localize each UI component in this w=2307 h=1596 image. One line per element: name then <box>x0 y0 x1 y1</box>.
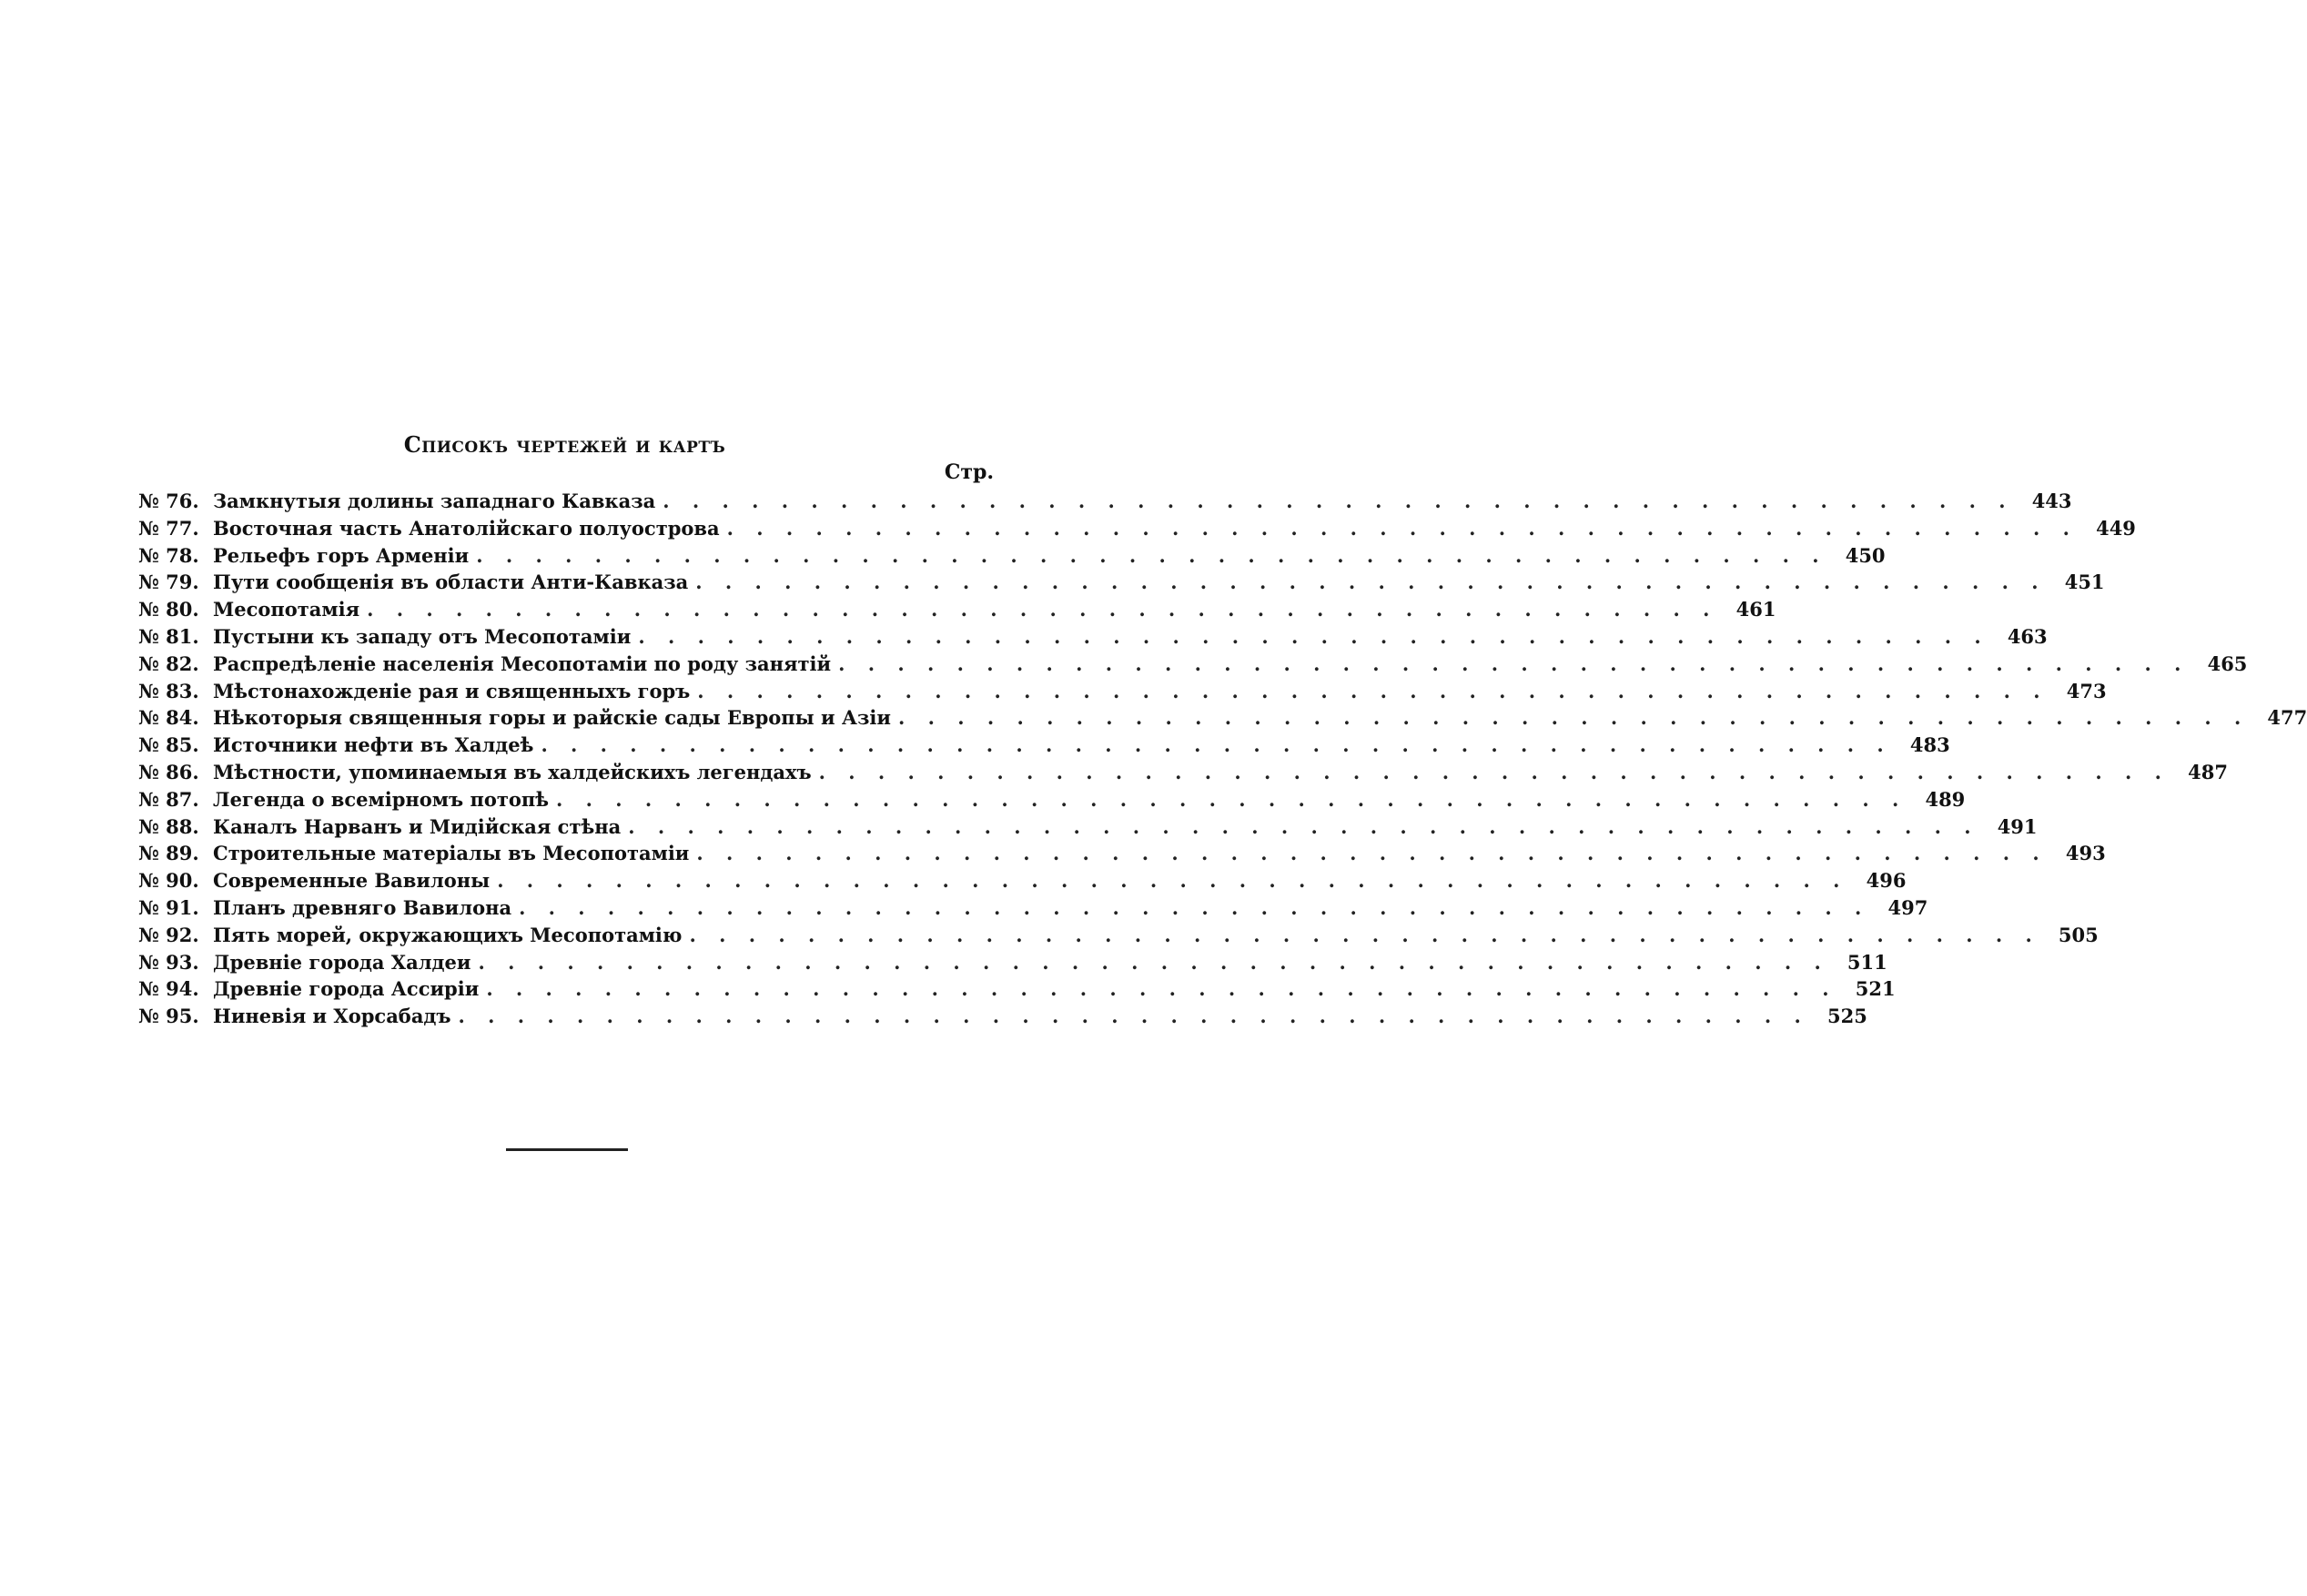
toc-entry-page: 483 <box>1909 733 1950 757</box>
toc-entry-page: 463 <box>2007 624 2048 648</box>
toc-entry <box>138 760 2228 788</box>
toc-entry-number: № 82. <box>138 652 199 675</box>
toc-entry-title: Мѣстонахожденіе рая и священныхъ горъ <box>213 679 691 702</box>
dot-leader <box>838 652 2189 675</box>
toc-entry <box>138 869 1907 896</box>
toc-entry <box>138 977 1896 1005</box>
toc-entry-title: Планъ древняго Вавилона <box>213 895 512 919</box>
toc-entry <box>138 624 2048 652</box>
dot-leader <box>689 924 2039 946</box>
dot-leader <box>556 788 1907 811</box>
toc-entry <box>138 814 2038 843</box>
dot-leader <box>727 517 2078 540</box>
dot-leader <box>367 598 1717 621</box>
dot-leader <box>478 951 1828 974</box>
toc-entry-number: № 92. <box>138 923 199 946</box>
dot-leader <box>696 842 2047 864</box>
dot-leader <box>638 625 1988 648</box>
toc-entry <box>138 652 2248 680</box>
toc-entry-title: Пустыни къ западу отъ Месопотаміи <box>213 624 632 648</box>
toc-entry-page: 497 <box>1887 895 1928 919</box>
toc-entry-number: № 88. <box>138 814 199 838</box>
toc-entry-number: № 77. <box>138 516 199 540</box>
dot-leader <box>486 977 1836 1000</box>
toc-entry-title: Ниневія и Хорсабадъ <box>213 1005 451 1028</box>
toc-entry <box>138 950 1887 978</box>
toc-entry-number: № 93. <box>138 950 199 974</box>
dot-leader <box>519 896 1869 919</box>
toc-entry-title: Замкнутыя долины западнаго Кавказа <box>213 490 656 512</box>
toc-entry <box>138 598 1776 625</box>
toc-entry-number: № 89. <box>138 842 199 865</box>
toc-entry-title: Пять морей, окружающихъ Месопотамію <box>213 923 683 946</box>
toc-entry-page: 489 <box>1925 787 1966 811</box>
toc-entry-number: № 91. <box>138 895 199 919</box>
toc-entry <box>138 842 2106 869</box>
toc-entry-page: 449 <box>2096 516 2136 540</box>
toc-entry <box>138 895 1928 924</box>
toc-entry-number: № 90. <box>138 869 199 893</box>
dot-leader <box>541 733 1891 756</box>
toc-entry-title: Источники нефти въ Халдеѣ <box>213 733 534 757</box>
toc-entry-page: 461 <box>1735 598 1776 621</box>
dot-leader <box>497 869 1847 892</box>
toc-entry-page: 477 <box>2267 706 2307 730</box>
toc-entry-page: 505 <box>2058 923 2099 946</box>
dot-leader <box>819 761 2170 783</box>
dot-leader <box>459 1005 1809 1027</box>
toc-entry <box>138 733 1950 761</box>
page-column-label: Стр. <box>944 460 994 484</box>
toc-entry-title: Каналъ Нарванъ и Мидійская стѣна <box>213 814 622 838</box>
toc-entry-page: 493 <box>2065 842 2106 865</box>
toc-entry-page: 496 <box>1866 869 1907 893</box>
toc-entry-page: 511 <box>1847 950 1887 974</box>
toc-entry <box>138 679 2107 707</box>
dot-leader <box>476 544 1826 567</box>
page-title: Списокъ чертежей и картъ <box>403 431 726 458</box>
toc-entry-number: № 94. <box>138 977 199 1001</box>
toc-entry-number: № 86. <box>138 760 199 783</box>
dot-leader <box>663 490 2013 512</box>
toc-entry-page: 465 <box>2207 652 2248 675</box>
toc-entry-title: Легенда о всемірномъ потопѣ <box>213 787 549 811</box>
toc-entry-title: Строительные матеріалы въ Месопотаміи <box>213 842 690 865</box>
toc-entry-page: 443 <box>2031 490 2072 512</box>
toc-entry-number: № 79. <box>138 571 199 594</box>
toc-entry-number: № 84. <box>138 706 199 730</box>
toc-entry-number: № 83. <box>138 679 199 702</box>
toc-entry-number: № 87. <box>138 787 199 811</box>
toc-list <box>138 490 2307 1032</box>
toc-entry <box>138 543 1886 571</box>
dot-leader <box>628 815 1978 838</box>
toc-entry-title: Месопотамія <box>213 598 360 621</box>
toc-entry <box>138 571 2105 598</box>
toc-entry-title: Древніе города Ассиріи <box>213 977 480 1001</box>
toc-entry-title: Распредѣленіе населенія Месопотаміи по роду занятій <box>213 652 832 675</box>
dot-leader <box>898 706 2249 729</box>
toc-entry-page: 473 <box>2066 679 2107 702</box>
toc-entry-title: Мѣстности, упоминаемыя въ халдейскихъ легендахъ <box>213 760 812 783</box>
toc-entry-page: 450 <box>1845 543 1886 567</box>
toc-entry-page: 521 <box>1855 977 1896 1001</box>
toc-entry-page: 487 <box>2188 760 2228 783</box>
toc-entry-title: Рельефъ горъ Арменіи <box>213 543 470 567</box>
toc-entry-number: № 80. <box>138 598 199 621</box>
toc-entry-number: № 85. <box>138 733 199 757</box>
toc-entry-number: № 81. <box>138 624 199 648</box>
toc-entry-title: Нѣкоторыя священныя горы и райскіе сады Европы и Азіи <box>213 706 891 730</box>
toc-entry-title: Современные Вавилоны <box>213 869 491 893</box>
end-rule-divider <box>506 1148 628 1151</box>
toc-entry <box>138 516 2136 544</box>
toc-entry <box>138 787 1966 815</box>
toc-entry-page: 525 <box>1827 1005 1867 1028</box>
toc-entry-page: 451 <box>2064 571 2105 594</box>
dot-leader <box>697 680 2048 702</box>
dot-leader <box>695 571 2046 593</box>
toc-entry-title: Древніе города Халдеи <box>213 950 471 974</box>
toc-entry-title: Восточная часть Анатолійскаго полуострова <box>213 516 720 540</box>
toc-entry-title: Пути сообщенія въ области Анти-Кавказа <box>213 571 689 594</box>
toc-entry-number: № 78. <box>138 543 199 567</box>
toc-entry-number: № 76. <box>138 490 199 512</box>
toc-entry <box>138 1005 1867 1032</box>
toc-entry <box>138 490 2072 517</box>
toc-entry <box>138 706 2307 733</box>
toc-entry-page: 491 <box>1997 814 2038 838</box>
toc-entry-number: № 95. <box>138 1005 199 1028</box>
toc-entry <box>138 923 2099 951</box>
